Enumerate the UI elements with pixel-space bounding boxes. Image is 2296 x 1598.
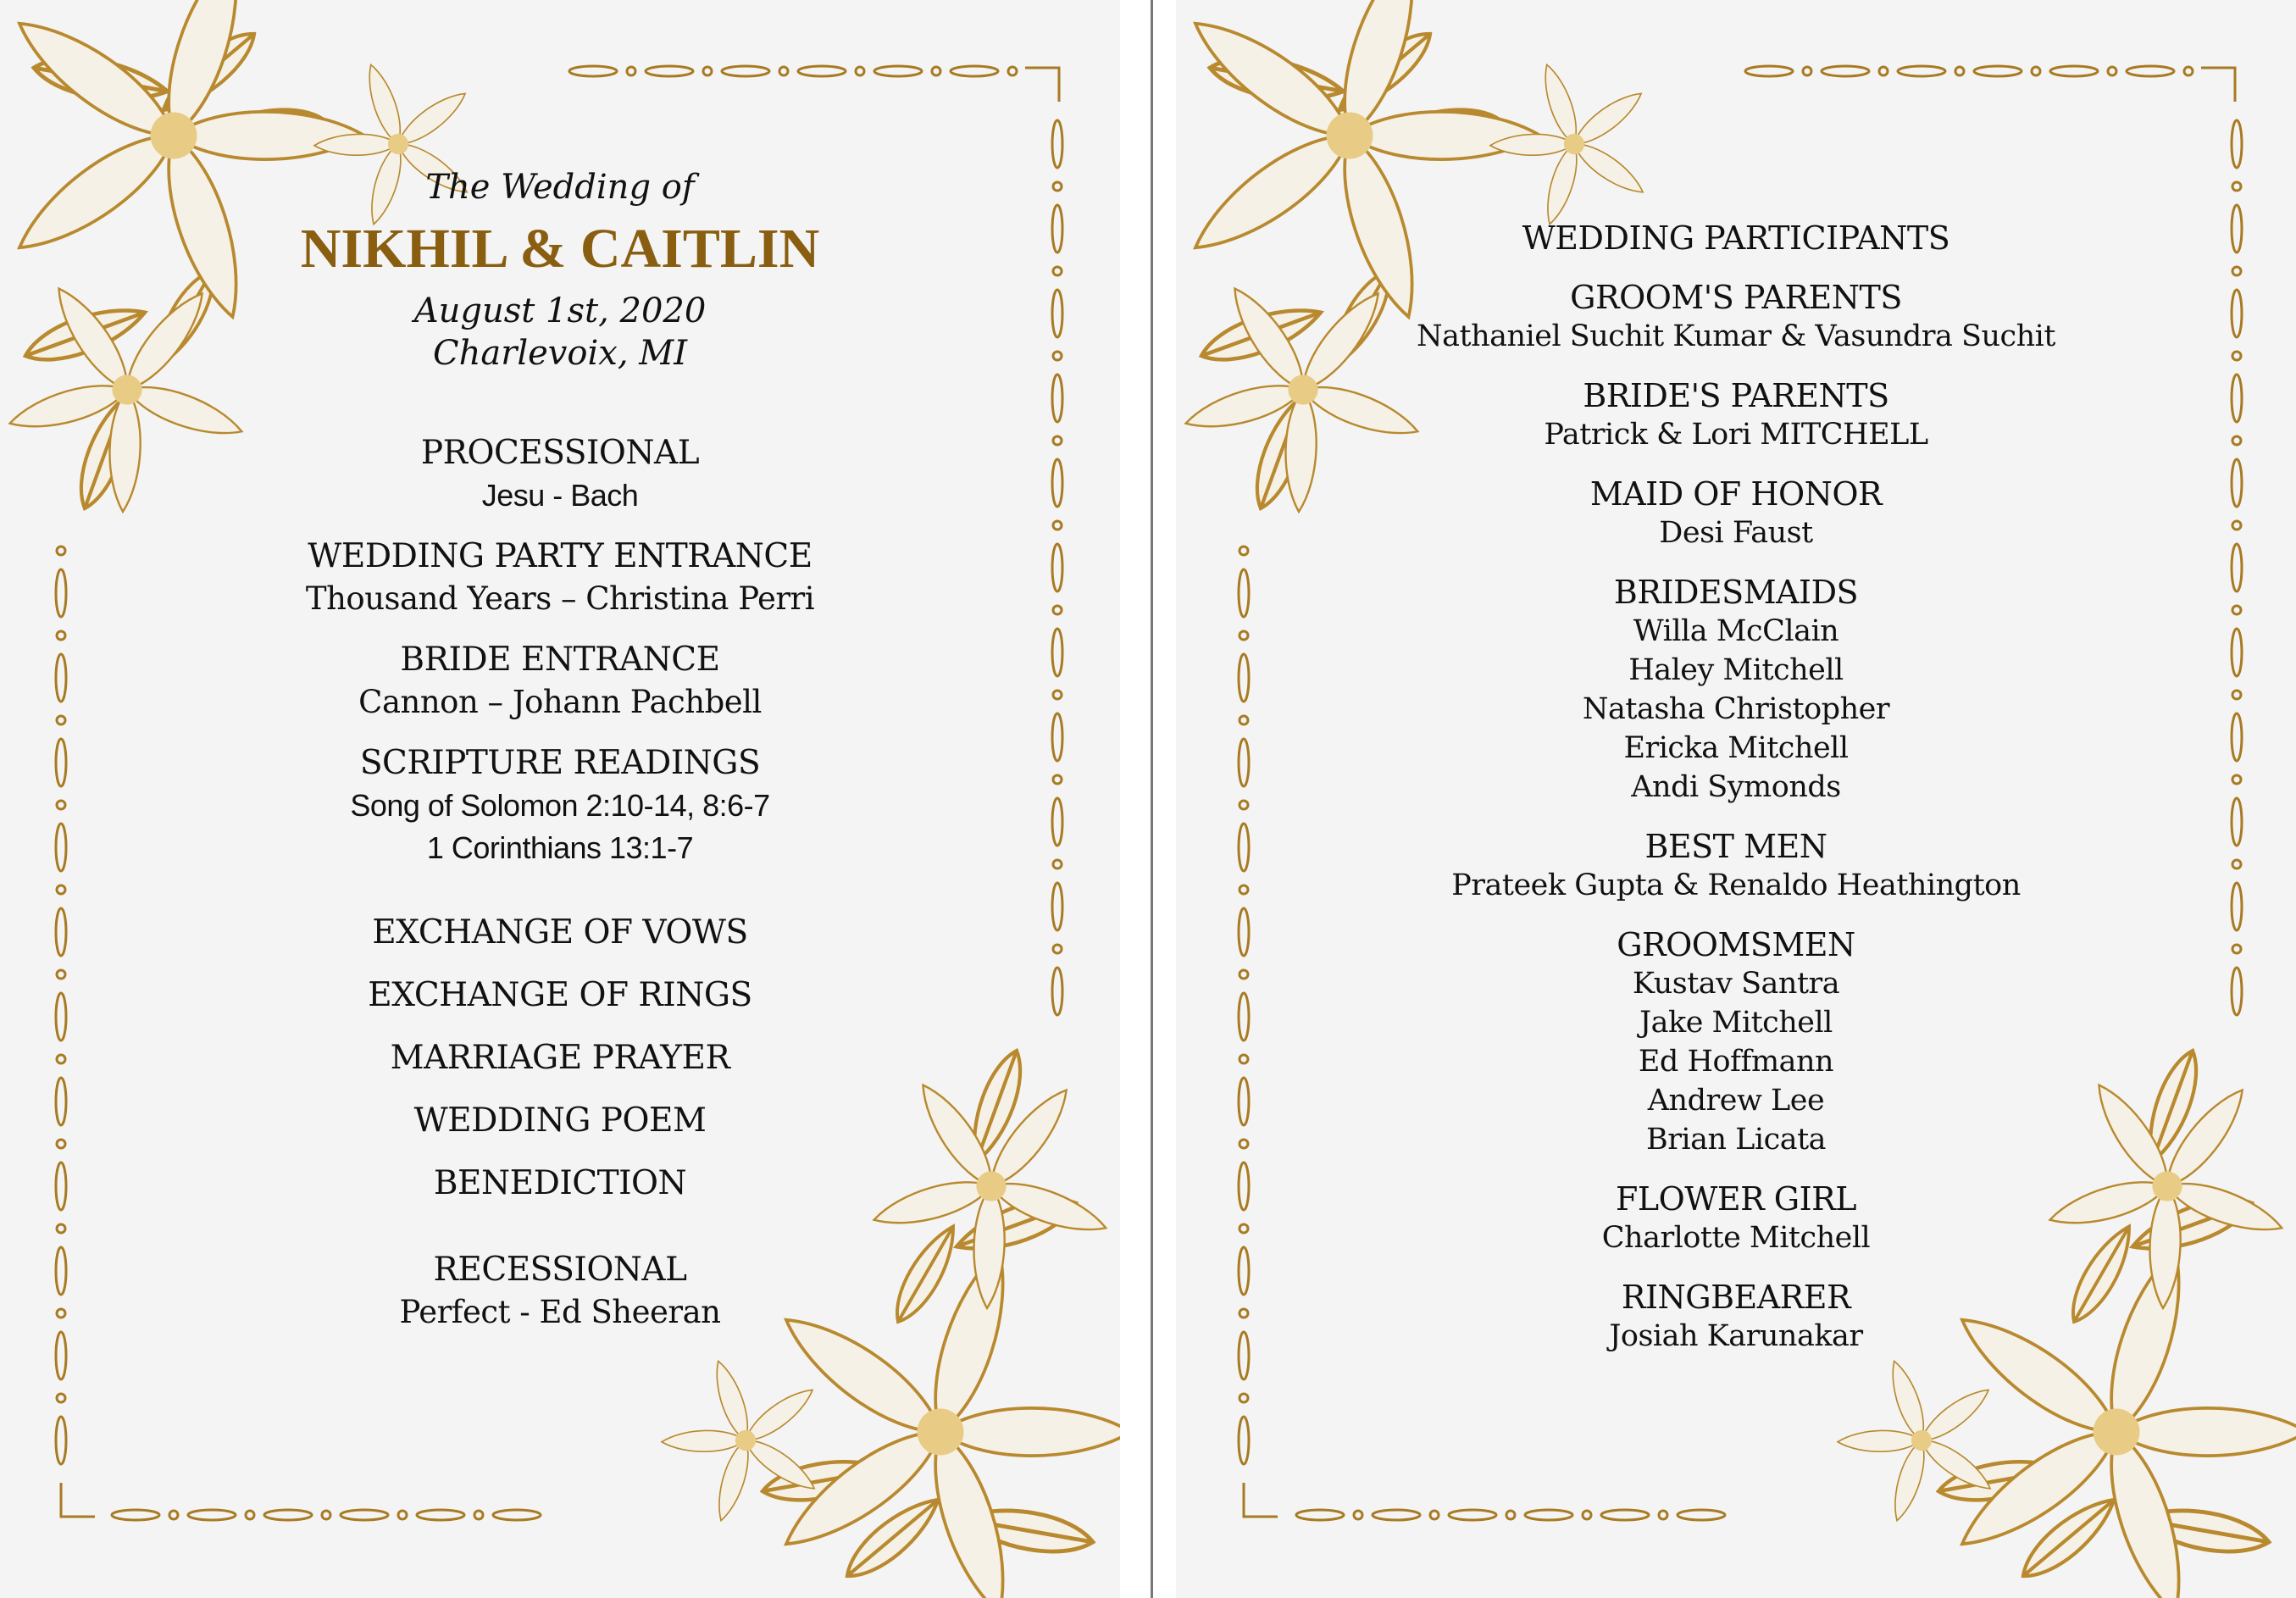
participant-name: Prateek Gupta & Renaldo Heathington (1451, 868, 2021, 902)
page-divider (1151, 0, 1153, 1598)
program-detail: Jesu - Bach (481, 478, 639, 513)
program-heading-benediction: BENEDICTION (433, 1164, 687, 1202)
participant-name: Brian Licata (1645, 1123, 1826, 1157)
participant-name: Josiah Karunakar (1609, 1319, 1863, 1353)
program-heading-poem: WEDDING POEM (413, 1101, 707, 1140)
participant-heading-groomsmen: GROOMSMEN (1617, 926, 1855, 963)
participant-name: Nathaniel Suchit Kumar & Vasundra Suchit (1417, 319, 2055, 353)
participants-page (1176, 0, 2296, 1598)
participant-heading-ringbearer: RINGBEARER (1621, 1279, 1851, 1316)
program-detail: Song of Solomon 2:10-14, 8:6-7 (350, 788, 770, 823)
participant-name: Jake Mitchell (1639, 1006, 1833, 1040)
participants-title: WEDDING PARTICIPANTS (1522, 219, 1950, 257)
wedding-date: August 1st, 2020 (413, 291, 707, 330)
participant-name: Ericka Mitchell (1623, 731, 1849, 765)
participant-name: Natasha Christopher (1582, 692, 1890, 726)
couple-names: NIKHIL & CAITLIN (300, 218, 820, 280)
program-heading-rings: EXCHANGE OF RINGS (368, 976, 752, 1014)
program-detail: Perfect - Ed Sheeran (399, 1294, 721, 1330)
program-heading-party-entrance: WEDDING PARTY ENTRANCE (308, 537, 812, 575)
participants-content (1176, 219, 2296, 1356)
participant-heading-maid-of-honor: MAID OF HONOR (1589, 475, 1883, 513)
intro-text: The Wedding of (425, 168, 695, 207)
program-heading-processional: PROCESSIONAL (420, 434, 700, 472)
frame-bottom-border (112, 1510, 541, 1520)
participant-heading-brides-parents: BRIDE'S PARENTS (1583, 377, 1889, 414)
participant-name: Andrew Lee (1647, 1084, 1825, 1118)
frame-top-border (569, 66, 1059, 102)
frame-top-border (1745, 66, 2235, 102)
participant-name: Willa McClain (1633, 614, 1839, 648)
program-heading-recessional: RECESSIONAL (433, 1251, 687, 1289)
wedding-location: Charlevoix, MI (432, 334, 688, 373)
participant-name: Ed Hoffmann (1638, 1045, 1834, 1079)
program-heading-prayer: MARRIAGE PRAYER (390, 1039, 730, 1077)
program-page (0, 0, 1120, 1598)
participant-heading-flower-girl: FLOWER GIRL (1616, 1180, 1856, 1218)
participant-name: Desi Faust (1659, 516, 1813, 550)
program-detail: Cannon – Johann Pachbell (358, 684, 762, 720)
program-heading-bride-entrance: BRIDE ENTRANCE (400, 641, 720, 679)
participant-heading-best-men: BEST MEN (1644, 828, 1827, 865)
fold-background (1120, 0, 1176, 1598)
program-heading-vows: EXCHANGE OF VOWS (372, 913, 748, 952)
participant-name: Charlotte Mitchell (1601, 1221, 1871, 1255)
participant-heading-grooms-parents: GROOM'S PARENTS (1570, 279, 1902, 316)
participant-name: Kustav Santra (1632, 967, 1840, 1001)
program-heading-scripture: SCRIPTURE READINGS (359, 744, 761, 782)
program-content (0, 166, 1120, 1334)
participant-heading-bridesmaids: BRIDESMAIDS (1613, 574, 1859, 611)
program-detail: 1 Corinthians 13:1-7 (426, 830, 694, 865)
participant-name: Haley Mitchell (1628, 653, 1844, 687)
program-detail: Thousand Years – Christina Perri (305, 580, 815, 617)
frame-bottom-border (1296, 1510, 1725, 1520)
participant-name: Patrick & Lori MITCHELL (1544, 418, 1928, 452)
participant-name: Andi Symonds (1631, 770, 1841, 804)
